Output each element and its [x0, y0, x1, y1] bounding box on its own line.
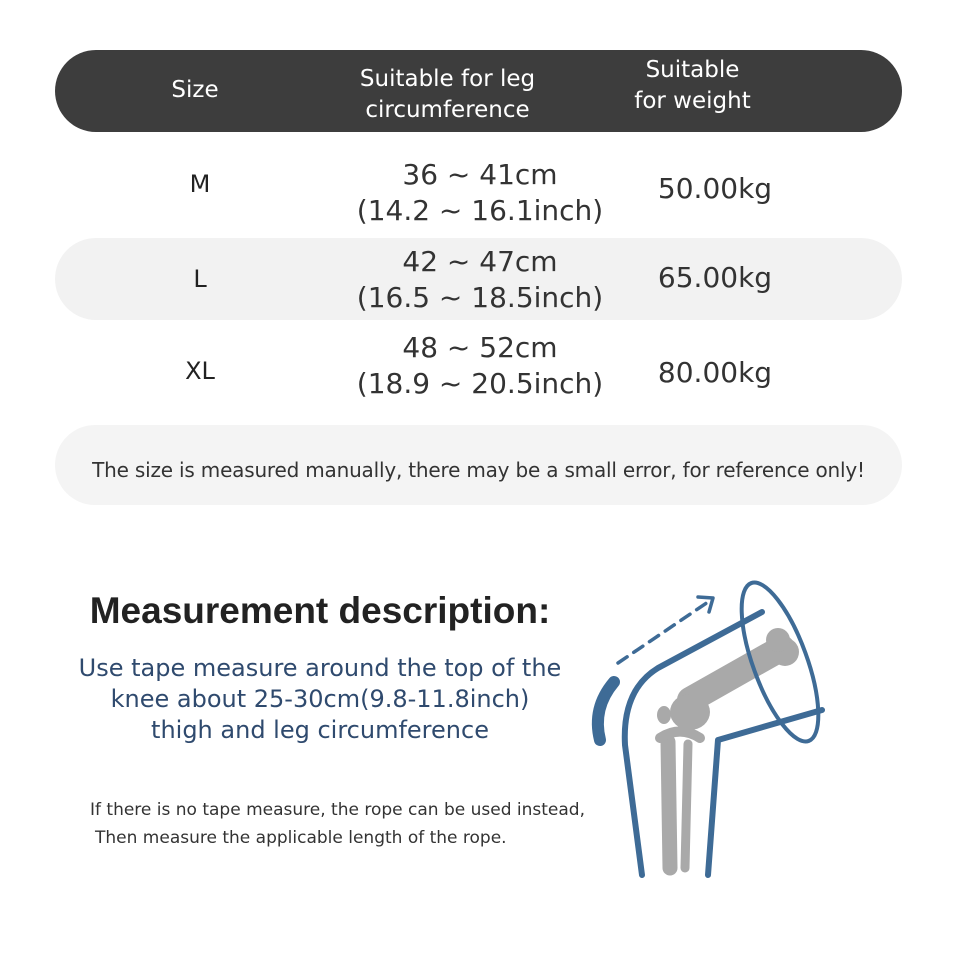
disclaimer-text: The size is measured manually, there may be a small error, for reference only! — [92, 458, 865, 482]
table-row-xl — [55, 325, 902, 407]
disclaimer-row — [55, 425, 902, 505]
header-weight-line2: for weight — [634, 88, 751, 114]
row-weight: 50.00kg — [657, 172, 773, 205]
instruction-line-3: thigh and leg circumference — [151, 716, 489, 744]
header-leg-line2: circumference — [365, 97, 530, 123]
row-leg-inch: (14.2 ~ 16.1inch) — [356, 194, 604, 227]
row-size: L — [193, 265, 207, 293]
bone-icon — [657, 628, 799, 868]
row-leg-range — [335, 244, 625, 316]
measurement-title: Measurement description: — [89, 590, 551, 631]
row-leg-cm: 48 ~ 52cm — [402, 331, 558, 364]
row-leg-inch: (16.5 ~ 18.5inch) — [356, 281, 604, 314]
row-leg-cm: 36 ~ 41cm — [402, 158, 558, 191]
row-size: XL — [185, 357, 215, 385]
row-size: M — [189, 170, 211, 198]
rope-note-line-1: If there is no tape measure, the rope can be used instead, — [90, 800, 585, 820]
row-weight: 80.00kg — [657, 356, 773, 389]
leg-outline-icon — [598, 575, 834, 875]
row-weight: 65.00kg — [657, 261, 773, 294]
table-row-l — [55, 238, 902, 320]
rope-note-line-2: Then measure the applicable length of the rope. — [95, 828, 507, 848]
header-weight — [610, 55, 775, 117]
row-leg-range — [335, 157, 625, 229]
header-leg-line1: Suitable for leg — [359, 66, 536, 92]
table-row-m — [55, 150, 902, 232]
table-header — [55, 50, 902, 132]
instruction-line-2: knee about 25-30cm(9.8-11.8inch) — [110, 685, 530, 713]
row-leg-inch: (18.9 ~ 20.5inch) — [356, 367, 604, 400]
header-leg-circumference — [325, 64, 570, 126]
row-leg-cm: 42 ~ 47cm — [402, 245, 558, 278]
knee-measurement-illustration — [585, 575, 845, 890]
header-weight-line1: Suitable — [645, 57, 740, 83]
row-leg-range — [335, 330, 625, 402]
header-size: Size — [171, 77, 219, 103]
instruction-line-1: Use tape measure around the top of the — [78, 654, 562, 682]
